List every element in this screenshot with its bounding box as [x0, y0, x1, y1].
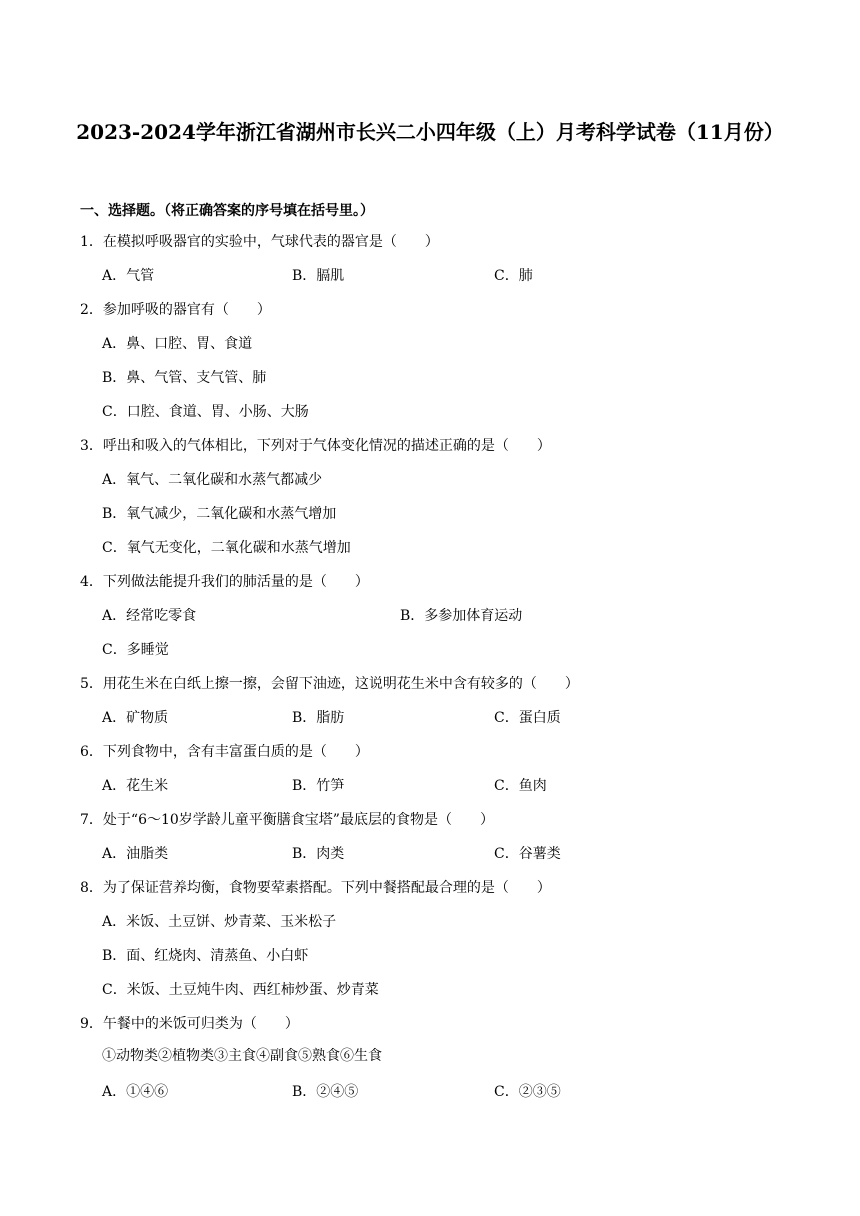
- q8-option-b[interactable]: B．面、红烧肉、清蒸鱼、小白虾: [102, 948, 309, 964]
- question-8: 8．为了保证营养均衡，食物要荤素搭配。下列中餐搭配最合理的是（ ）: [80, 880, 551, 896]
- q5-option-b[interactable]: B．脂肪: [292, 710, 345, 726]
- q5-option-c[interactable]: C．蛋白质: [494, 710, 561, 726]
- question-1: 1．在模拟呼吸器官的实验中，气球代表的器官是（ ）: [80, 234, 439, 250]
- q9-option-b[interactable]: B．②④⑤: [292, 1084, 359, 1100]
- q3-option-a[interactable]: A．氧气、二氧化碳和水蒸气都减少: [102, 472, 323, 488]
- q2-option-b[interactable]: B．鼻、气管、支气管、肺: [102, 370, 267, 386]
- q8-option-a[interactable]: A．米饭、土豆饼、炒青菜、玉米松子: [102, 914, 337, 930]
- question-6: 6．下列食物中，含有丰富蛋白质的是（ ）: [80, 744, 369, 760]
- q6-option-a[interactable]: A．花生米: [102, 778, 169, 794]
- q9-option-a[interactable]: A．①④⑥: [102, 1084, 169, 1100]
- q9-choices-list: ①动物类②植物类③主食④副食⑤熟食⑥生食: [102, 1048, 382, 1064]
- q5-option-a[interactable]: A．矿物质: [102, 710, 169, 726]
- q2-option-a[interactable]: A．鼻、口腔、胃、食道: [102, 336, 253, 352]
- question-5: 5．用花生米在白纸上擦一擦，会留下油迹，这说明花生米中含有较多的（ ）: [80, 676, 579, 692]
- question-7: 7．处于“6～10岁学龄儿童平衡膳食宝塔”最底层的食物是（ ）: [80, 812, 494, 828]
- question-2: 2．参加呼吸的器官有（ ）: [80, 302, 271, 318]
- question-9: 9．午餐中的米饭可归类为（ ）: [80, 1016, 299, 1032]
- q9-option-c[interactable]: C．②③⑤: [494, 1084, 561, 1100]
- question-3: 3．呼出和吸入的气体相比，下列对于气体变化情况的描述正确的是（ ）: [80, 438, 551, 454]
- q7-option-c[interactable]: C．谷薯类: [494, 846, 561, 862]
- q1-option-c[interactable]: C．肺: [494, 268, 533, 284]
- q4-option-a[interactable]: A．经常吃零食: [102, 608, 197, 624]
- q2-option-c[interactable]: C．口腔、食道、胃、小肠、大肠: [102, 404, 309, 420]
- q4-option-c[interactable]: C．多睡觉: [102, 642, 169, 658]
- q4-option-b[interactable]: B．多参加体育运动: [400, 608, 523, 624]
- q1-option-a[interactable]: A．气管: [102, 268, 155, 284]
- q8-option-c[interactable]: C．米饭、土豆炖牛肉、西红柿炒蛋、炒青菜: [102, 982, 379, 998]
- exam-title: 2023-2024学年浙江省湖州市长兴二小四年级（上）月考科学试卷（11月份）: [76, 120, 784, 144]
- q3-option-c[interactable]: C．氧气无变化，二氧化碳和水蒸气增加: [102, 540, 351, 556]
- question-4: 4．下列做法能提升我们的肺活量的是（ ）: [80, 574, 369, 590]
- q1-option-b[interactable]: B．膈肌: [292, 268, 345, 284]
- q7-option-b[interactable]: B．肉类: [292, 846, 345, 862]
- section-heading: 一、选择题。（将正确答案的序号填在括号里。）: [80, 203, 374, 219]
- q3-option-b[interactable]: B．氧气减少，二氧化碳和水蒸气增加: [102, 506, 337, 522]
- q7-option-a[interactable]: A．油脂类: [102, 846, 169, 862]
- q6-option-b[interactable]: B．竹笋: [292, 778, 345, 794]
- q6-option-c[interactable]: C．鱼肉: [494, 778, 547, 794]
